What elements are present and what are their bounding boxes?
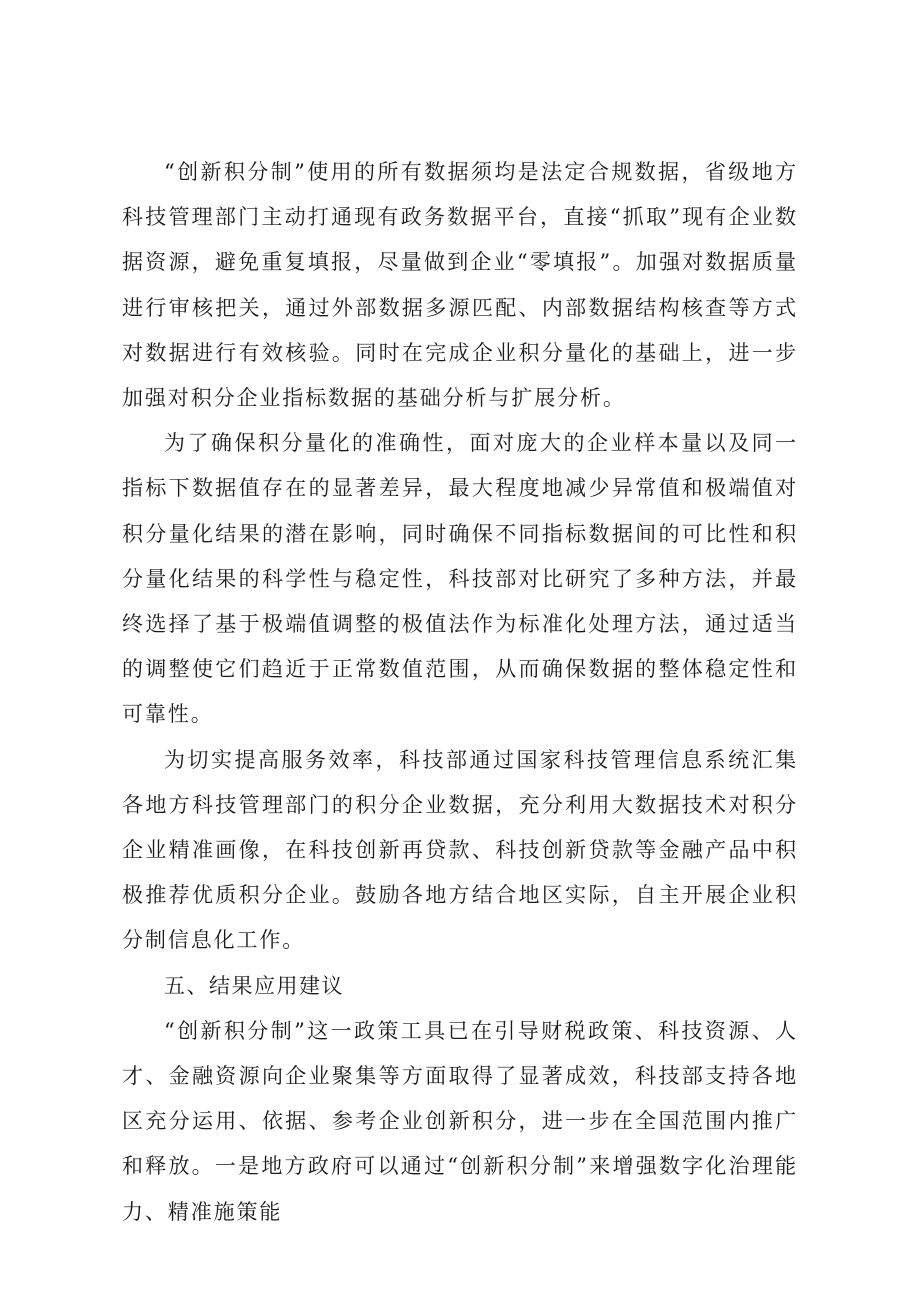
paragraph-quantification-accuracy: 为了确保积分量化的准确性，面对庞大的企业样本量以及同一指标下数据值存在的显著差异，最大程度地减少异常值和极端值对积分量化结果的潜在影响，同时确保不同指标数据间的可比性和积分量化结果的科学性与稳定性，科技部对比研究了多种方法，并最终选择了基于极端值调整的极值法作为标准化处理方法，通过适当的调整使它们趋近于正常数值范围，从而确保数据的整体稳定性和可靠性。 [122, 431, 798, 727]
document-body [122, 150, 798, 1235]
paragraph-data-compliance: “创新积分制”使用的所有数据须均是法定合规数据，省级地方科技管理部门主动打通现有政务数据平台，直接“抓取”现有企业数据资源，避免重复填报，尽量做到企业“零填报”。加强对数据质量进行审核把关，通过外部数据多源匹配、内部数据结构核查等方式对数据进行有效核验。同时在完成企业积分量化的基础上，进一步加强对积分企业指标数据的基础分析与扩展分析。 [122, 160, 798, 411]
paragraph-service-efficiency: 为切实提高服务效率，科技部通过国家科技管理信息系统汇集各地方科技管理部门的积分企业数据，充分利用大数据技术对积分企业精准画像，在科技创新再贷款、科技创新贷款等金融产品中积极推荐优质积分企业。鼓励各地方结合地区实际，自主开展企业积分制信息化工作。 [122, 747, 798, 953]
section-heading: 五、结果应用建议 [164, 973, 344, 998]
paragraph-result-application: “创新积分制”这一政策工具已在引导财税政策、科技资源、人才、金融资源向企业聚集等方面取得了显著成效，科技部支持各地区充分运用、依据、参考企业创新积分，进一步在全国范围内推广和释放。一是地方政府可以通过“创新积分制”来增强数字化治理能力、精准施策能 [122, 1018, 798, 1224]
